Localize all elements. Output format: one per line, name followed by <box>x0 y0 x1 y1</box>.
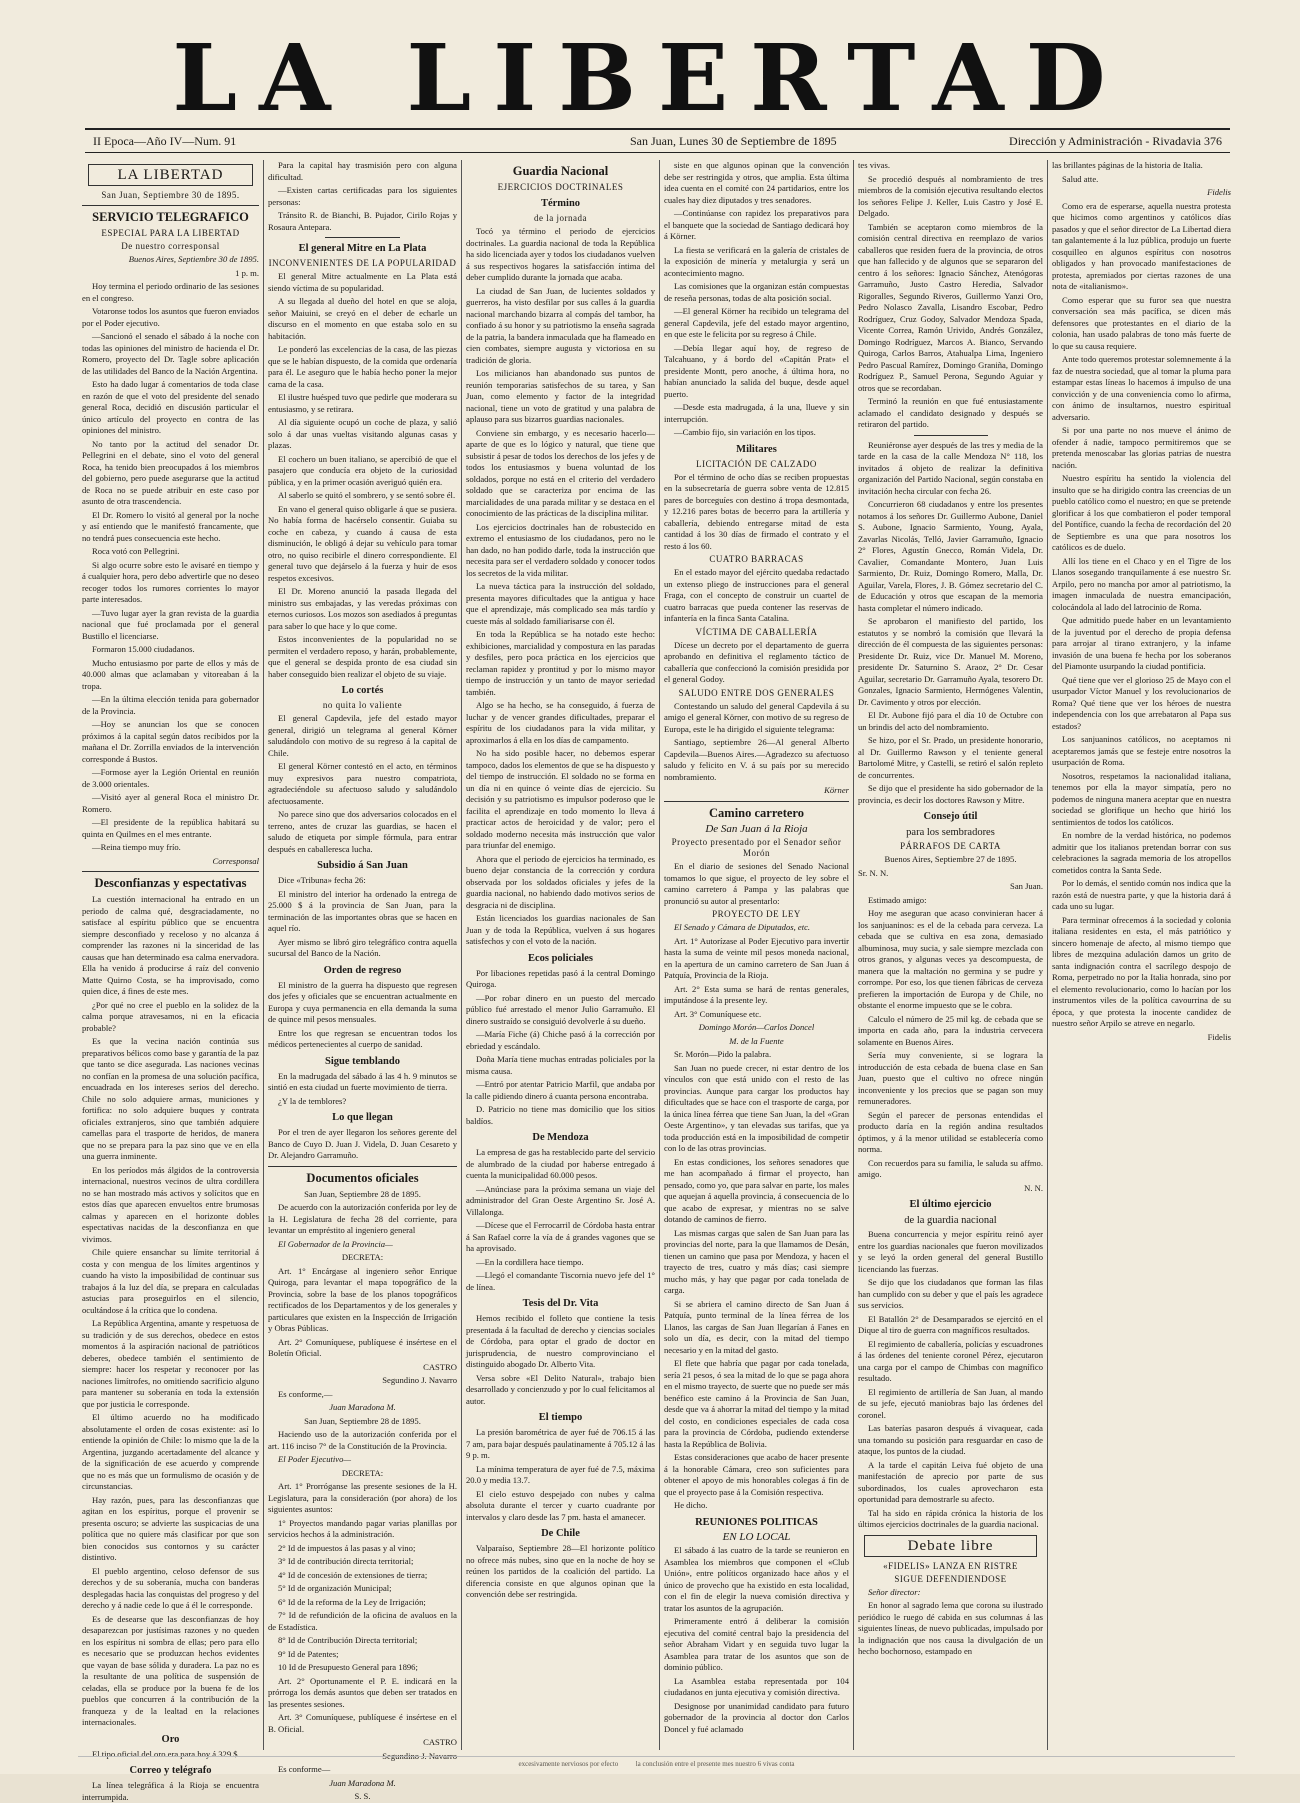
section-title-box: LA LIBERTAD <box>88 164 253 186</box>
paragraph: Es de desearse que las desconfianzas de hoy desaparezcan por justísimas razones y no queden en los espíritus ni sombra de ellas; pero para ello es necesario que se produzcan hechos evidentes que vayan de base sólida y duradera. La paz no es la resultante de una política de suspensión de celadas, ella se produce por la buena fe de los pueblos que concurren á la contribución de la franqueza y de la lealtad en la relaciones internacionales. <box>82 1613 259 1727</box>
paragraph: La presión barométrica de ayer fué de 706.15 á las 7 am, para bajar después paulatinamente á 705.12 á las 9 p. m. <box>466 1427 655 1460</box>
paragraph: Como esperar que su furor sea que nuestra conversación sea más pacífica, se dicen más defensores que protestantes en el diario de la colonia, han usado palabras de tono más fuerte de lo que su causa requiere. <box>1052 294 1231 351</box>
paragraph: —Desde esta madrugada, á la una, llueve y sin interrupción. <box>664 402 849 424</box>
paragraph: Es conforme— <box>278 1764 331 1774</box>
paragraph: Formaron 15.000 ciudadanos. <box>92 644 195 654</box>
paragraph: Estas consideraciones que acabo de hacer presente á la honorable Cámara, creo son suficientes para obtener el apoyo de mis honorables colegas á fin de que el proyecto pase á la Comisión respectiva. <box>664 1452 849 1497</box>
signature: CASTRO <box>423 1737 457 1747</box>
paragraph: Los ejercicios doctrinales han de robustecido en extremo el entusiasmo de los ciudadanos, pero no le han dado, no han podido darle, toda la instrucción que necesita para ser el verdadero soldado y conocer todos los secretos de la vida militar. <box>466 521 655 578</box>
footer-text-left: excesivamente nerviosos por efecto <box>518 1760 619 1768</box>
paragraph: El Dr. Moreno anunció la pasada llegada del ministro sus embajadas, y las veredas próximas con eternos curiosos. Los mozos son asediados á preguntas para saber lo que hace y lo que come. <box>268 586 457 631</box>
paragraph: Por lo demás, el sentido común nos indica que la razón está de nuestra parte, y que la historia dará á cada uno su lugar. <box>1052 878 1231 911</box>
paragraph: El regimiento de caballería, policías y escuadrones á las órdenes del teniente coronel Pérez, ejecutaron una carga por el campo de Chimbas con magnífico resultado. <box>858 1338 1043 1383</box>
paragraph: En honor al sagrado lema que corona su ilustrado periódico le ruego dé cabida en sus columnas á las siguientes líneas, de nuevo publicadas, impulsado por la indignación que nos causa la divulgación de un hecho bochornoso, estampado en <box>858 1600 1043 1656</box>
paragraph: Art. 3° Comuníquese, publíquese é insértese en el B. Oficial. <box>268 1712 457 1734</box>
paragraph: Tocó ya término el periodo de ejercicios doctrinales. La guardia nacional de toda la República ha sido licenciada ayer y todos los ciudadanos vuelven á sus respectivos hogares la satisfacción íntima del deber cumplido durante la jornada que acaba. <box>466 226 655 282</box>
paragraph: Reuniéronse ayer después de las tres y media de la tarde en la casa de la calle Mendoza N° 118, los invitados á objeto de realizar la definitiva organización del Partido Nacional, según constaba en invitación hecha circular con fecha 26. <box>858 439 1043 496</box>
paragraph: Señor director: <box>868 1586 921 1597</box>
publisher-address: Dirección y Administración - Rivadavia 376 <box>1009 134 1222 148</box>
paragraph: —Sancionó el senado el sábado á la noche con todas las opiniones del ministro de hacienda el Dr. Romero, proyecto del Dr. Tagle sobre aplicación de las utilidades del Banco de la Nación Argentina. <box>82 331 259 376</box>
paragraph: No parece sino que dos adversarios colocados en el terreno, antes de cruzar las guardias, se hacen el saludo de etiqueta por simple fórmula, para entrar después en caballeresca lucha. <box>268 809 457 854</box>
paragraph: Hoy termina el periodo ordinario de las sesiones en el congreso. <box>82 281 259 303</box>
paragraph: —Hoy se anuncian los que se conocen próximos á la capital según datos recibidos por la mañana el Dr. Zorrilla enviados de la intervención corresponde á Bustos. <box>82 719 259 764</box>
paragraph: En toda la República se ha notado este hecho: exhibiciones, marcialidad y compostura en las paradas y desfiles, pero poca práctica en los ejercicios que reclaman rapidez y prontitud y por lo mismo mayor tiempo de instrucción y un tanto de mayor seriedad también. <box>466 629 655 697</box>
paragraph: Que admitido puede haber en un levantamiento de la juventud por el derecho de propia defensa para arrojar al tirano extranjero, y la infame invasión de una buena fe hecha por los soberanos del Piamonte usurpando la ciudad pontificia. <box>1052 615 1231 671</box>
paragraph: Si algo ocurre sobre esto le avisaré en tiempo y á cualquier hora, pero debo advertirle que no deseo recoger todos los rumores corrientes lo mayor parte interesados. <box>82 559 259 604</box>
subhead: no quita lo valiente <box>322 700 403 710</box>
paragraph: Art. 1° Autorízase al Poder Ejecutivo para invertir hasta la suma de veinte mil pesos moneda nacional, en la apertura de un camino carretero de San Juan á Patquía, Provincia de la Rioja. <box>664 935 849 980</box>
paragraph: Sr. Morón—Pido la palabra. <box>674 1049 772 1059</box>
paragraph: —El general Körner ha recibido un telegrama del general Capdevila, jefe del estado mayor argentino, en que este le felicita por su regreso á Chile. <box>664 306 849 339</box>
paragraph: El Dr. Romero lo visitó al general por la noche y así entiendo que le manifestó francamente, que no tendrá pues consecuencia este hecho. <box>82 509 259 543</box>
paragraph: Hemos recibido el folleto que contiene la tesis presentada á la facultad de derecho y ciencias sociales de Córdoba, para optar el grado de doctor en jurisprudencia, de nuestro comprovinciano el distinguido abogado Dr. Alberto Vita. <box>466 1313 655 1369</box>
subhead: SIGUE DEFENDIENDOSE <box>894 1573 1007 1584</box>
paragraph: 7° Id de refundición de la oficina de avaluos en la de Estadística. <box>268 1610 457 1632</box>
paragraph: Art. 1° Prorróganse las presente sesiones de la H. Legislatura, para la consideración (por ahora) de los siguientes asuntos: <box>268 1481 457 1514</box>
paragraph: —Continúanse con rapidez los preparativos para el banquete que la sociedad de Santiago dedicará hoy á Körner. <box>664 208 849 241</box>
dateline-bar <box>85 128 1230 153</box>
paragraph: En los períodos más álgidos de la controversia internacional, nuestros vecinos de ultra cordillera no se han mostrado más activos y solícitos que en estos días que aparecen envueltos entre brumosas calmas y aparecen en el horizonte dobles espectativas nacidas de la desconfianza en que vivimos. <box>82 1164 259 1244</box>
paragraph: Se aprobaron el manifiesto del partido, los estatutos y se nombró la comisión que llevará la dirección de él compuesta de las siguientes personas: Presidente Dr. Ruiz, vice Dr. Manuel M. Moreno, presidente Dr. Saturnino S. Araoz, 2° Dr. Cesar Aguilar, secretario Dr. Garramuño Ayala, tesorero Dr. Gonzales, Ignacio Sarmiento, Hermógenes Valentin, Dr. Cavimento y otros por elección. <box>858 616 1043 707</box>
paragraph: Si se abriera el camino directo de San Juan á Patquía, punto terminal de la línea férrea de los Llanos, las cargas de San Juan llegarían á Fanes en solo un día, es decir, con la mitad del tiempo necesario y en la mitad del gasto. <box>664 1298 849 1355</box>
headline: Oro <box>161 1733 180 1745</box>
paragraph: —María Fiche (á) Chiche pasó á la corrección por ebriedad y escándalo. <box>466 1029 655 1051</box>
paragraph: Art. 2° Comuníquese, publíquese é insértese en el Boletín Oficial. <box>268 1336 457 1358</box>
paragraph: Para la capital hay trasmisión pero con alguna dificultad. <box>268 160 457 182</box>
paragraph: Las mismas cargas que salen de San Juan para las provincias del norte, para la que llamamos de Desán, tienen un camino que pasa por Mendoza, y hacen el trayecto de tres, cuatro y más días; casi siempre mucho más, y hay que pagar por cada tonelada de carga. <box>664 1227 849 1295</box>
paragraph: A la tarde el capitán Leiva fué objeto de una manifestación de aprecio por parte de sus subordinados, los cuales aprovecharon esta oportunidad para demostrarle su afecto. <box>858 1459 1043 1504</box>
divider <box>914 435 988 436</box>
paragraph: Al saberlo se quitó el sombrero, y se sentó sobre él. <box>278 490 456 500</box>
divider <box>664 801 849 802</box>
paragraph: Versa sobre «El Delito Natural», trabajo bien desarrollado y concienzudo y por lo cual felicitamos al autor. <box>466 1372 655 1406</box>
paragraph: Entre los que regresan se encuentran todos los médicos pertenecientes al cuerpo de sanidad. <box>268 1027 457 1049</box>
paragraph: El Dr. Aubone fijó para el día 10 de Octubre con un brindis del acto del nombramiento. <box>858 710 1043 732</box>
subhead: De San Juan á la Rioja <box>705 822 808 835</box>
subhead: de la jornada <box>534 213 587 223</box>
paragraph: El Batallón 2° de Desamparados se ejercitó en el Dique al tiro de guerra con magníficos resultados. <box>858 1313 1043 1335</box>
divider <box>82 205 259 206</box>
paragraph: siste en que algunos opinan que la convención debe ser restringida y otros, que amplia. Esta última idea cuenta en el comité con 24 partidarios, entre los cuales hay diez diputados y tres senadores. <box>664 160 849 205</box>
paragraph: El sábado á las cuatro de la tarde se reunieron en Asamblea los miembros que componen el «Club Unión», entre políticos organizado hace años y el único de provecho que ha existido en esta localidad, con el fin de elegir la nueva comisión directiva y tratar los asuntos de la agrupación. <box>664 1545 849 1613</box>
paragraph: 8° Id de Contribución Directa territorial; <box>278 1635 418 1645</box>
paragraph: Para terminar ofrecemos á la sociedad y colonia italiana residentes en esta, el más patriótico y sincero homenaje de afecto, al mismo tiempo que libres de mezquina adulación damos un grito de santa indignación contra el sacrílego despojo de Roma, perpetrado no por la Italia honrada, sino por el elemento revolucionario, como lo hacían por los instrumentos viles de la política cavourrina de su época, y que protesta la inocente candidez de nuestro señor Arpilo se atreve en negarlo. <box>1052 914 1231 1028</box>
paragraph: Le ponderó las excelencias de la casa, de las piezas que se le habían dispuesto, de la comida que ordenaría para él. Le aseguro que le había hecho poner la mejor cama de la casa. <box>268 344 457 389</box>
paragraph: San Juan, Septiembre 28 de 1895. <box>304 1415 421 1426</box>
paragraph: 10 Id de Presupuesto General para 1896; <box>278 1662 418 1672</box>
paragraph: —Cambio fijo, sin variación en los tipos. <box>674 427 816 437</box>
paragraph: Nuestro espíritu ha sentido la violencia del insulto que se ha dirigido contra las creencias de un pueblo católico como el nuestro; en que se pretende glorificar á los que combatieron el poder temporal del Pontífice, cuando la fecha de recordación del 20 de Septiembre es una que para nosotros los católicos es de duelo. <box>1052 473 1231 552</box>
paragraph: El cochero un buen italiano, se apercibió de que el pasajero que conducía era objeto de la curiosidad pública, y en la primer ocasión averiguó quién era. <box>268 453 457 487</box>
signature: M. de la Fuente <box>729 1035 784 1046</box>
paragraph: —Entró por atentar Patricio Marfil, que andaba por la calle pidiendo dinero á cuanta persona encontraba. <box>466 1079 655 1101</box>
paragraph: 6° Id de la reforma de la Ley de Irrigación; <box>278 1596 426 1607</box>
headline: Sigue temblando <box>325 1055 400 1067</box>
paragraph: Roca votó con Pellegrini. <box>92 546 180 556</box>
subhead: Proyecto presentado por el Senador señor Morón <box>671 837 842 858</box>
paragraph: El Senado y Cámara de Diputados, etc. <box>674 922 811 932</box>
subhead: «FIDELIS» LANZA EN RISTRE <box>883 1560 1018 1571</box>
paragraph: A su llegada al dueño del hotel en que se aloja, señor Maiuini, se creyó en el deber de echarle un discurso en el momento en que estaba solo en su habitación. <box>268 296 457 341</box>
headline: Correo y telégrafo <box>129 1765 212 1776</box>
paragraph: Los sanjuaninos católicos, no aceptamos ni aceptaremos jamás que se festeje entre nosotros la usurpación de Roma. <box>1052 734 1231 767</box>
column-1 <box>78 160 263 1802</box>
subhead: de la guardia nacional <box>904 1215 997 1226</box>
paragraph: No tanto por la actitud del senador Dr. Pellegrini en el debate, sino el voto del general Roca, ha tenido bien preocupados á los miembros del gobierno, pero puede asegurarse que la actitud de Roca no se puede atribuir en este caso por asunto de otra trascendencia. <box>82 438 259 506</box>
divider <box>325 237 401 238</box>
headline: Término <box>540 198 581 209</box>
paragraph: Por libaciones repetidas pasó á la central Domingo Quiroga. <box>466 967 655 989</box>
paragraph: Es que la vecina nación continúa sus preparativos bélicos como base y garantía de la paz que tanto se dice asegurada. Las naciones vecinas no confían en la promesa de una solución pacífica, encuadrada en los intereses serios del derecho. Chile no solo adquiere armas, municiones y fortifica: no solo adquiere buques y contrata oficiales extranjeros, sino que también adquiere camellas para el trasporte de heridos, de manera que no se prepara para la paz sino que ve en ella una guerra inminente. <box>82 1036 259 1161</box>
paragraph: En el diario de sesiones del Senado Nacional tomamos lo que sigue, el proyecto de ley sobre el camino carretero á Pampa y las palabras que pronunció su autor al presentarlo: <box>664 861 849 906</box>
paragraph: Si por una parte no nos mueve el ánimo de ofender á nadie, tampoco permitiremos que se pretenda menoscabar las glorias patrias de nuestra nación. <box>1052 425 1231 470</box>
paragraph: —Dícese que el Ferrocarril de Córdoba hasta entrar á San Rafael corre la vía de á grandes vagones que se ha aprovisado. <box>466 1220 655 1253</box>
column-4 <box>659 160 853 1750</box>
headline: Camino carretero <box>709 805 804 820</box>
paragraph: El general Mitre actualmente en La Plata está siendo víctima de su popularidad. <box>268 271 457 293</box>
paragraph: —Debía llegar aquí hoy, de regreso de Talcahuano, y á bordo del «Capitán Prat» el presidente Montt, pero anoche, á última hora, no habían anunciado la salida del buque, desde aquel puerto. <box>664 342 849 399</box>
paragraph: He dicho. <box>674 1500 708 1510</box>
subhead: para los sembradores <box>906 827 995 838</box>
paragraph: En el estado mayor del ejército quedaba redactado un extenso pliego de instrucciones para el general Fraga, con el concepto de construir un cuartel de cuatro barracas que pueda contener las reservas de infantería en la finca Santa Catalina. <box>664 567 849 623</box>
paragraph: Se hizo, por el Sr. Prado, un presidente honorario, al Dr. Guillermo Rawson y el teniente general Bartolomé Mitre, y Castelli, se retiró el salón repleto de concurrentes. <box>858 735 1043 780</box>
column-2 <box>263 160 461 1801</box>
issue-date: San Juan, Lunes 30 de Septiembre de 1895 <box>630 134 837 148</box>
headline: El último ejercicio <box>909 1199 992 1210</box>
column-5 <box>853 160 1047 1750</box>
paragraph: Art. 2° Esta suma se hará de rentas generales, imputándose á la presente ley. <box>664 983 849 1005</box>
paragraph: La nueva táctica para la instrucción del soldado, presenta mayores dificultades que la antigua y hace que el aprendizaje, más complicado sea más tardío y cueste más al soldado familiarisarse con él. <box>466 581 655 626</box>
paragraph: El general Körner contestó en el acto, en términos muy expresivos para nuestro compatriota, agradeciéndole su afectuoso saludo y saludándolo afectuosamente. <box>268 761 457 806</box>
paragraph: Algo se ha hecho, se ha conseguido, á fuerza de luchar y de vencer grandes dificultades, preparar el espíritu de los ciudadanos para la vida militar, y aproximarlos á ella en los días de campamento. <box>466 700 655 745</box>
paragraph: Votaronse todos los asuntos que fueron enviados por el Poder ejecutivo. <box>82 306 259 328</box>
paragraph: En nombre de la verdad histórica, no podemos admitir que los italianos pretendan borrar con sus celebraciones la sagrada memoria de los atropellos cometidos contra la Santa Sede. <box>1052 830 1231 875</box>
subhead: ESPECIAL PARA LA LIBERTAD <box>101 228 240 238</box>
paragraph: Buenos Aires, Septiembre 27 de 1895. <box>884 854 1017 864</box>
paragraph: Tal ha sido en rápida crónica la historia de los últimos ejercicios doctrinales de la guardia nacional. <box>858 1507 1043 1529</box>
paragraph: Ahora que el periodo de ejercicios ha terminado, es bueno dejar constancia de la corrección y cordura observada por los soldados oficiales y jefes de la guardia nacional, no habiendo dado motivos serios de desgracia ni de disciplina. <box>466 853 655 910</box>
paragraph: Hoy me aseguran que acaso convinieran hacer á los sanjuaninos: es el de la cebada para cerveza. La cebada que se cultiva en esa zona, demasiado albuminosa, muy sucia, y sale siempre mezclada con otros granos, y algunas veces ya descompuesta, de manera que la maltación no germina y se pudre y corrompe. Por eso, los que tienen fábricas de cerveza prefieren la importación de Europa y de Chile, no obstante el enorme impuesto que se le cobra. <box>858 908 1043 1010</box>
headline: Orden de regreso <box>323 964 402 976</box>
paragraph: San Juan. <box>1010 881 1043 891</box>
paragraph: Al día siguiente ocupó un coche de plaza, y salió solo á dar unas vueltas visitando algunas casas y plazas. <box>268 417 457 450</box>
paragraph: —Formose ayer la Legión Oriental en reunión de 3.000 orientales. <box>82 767 259 789</box>
decree-label: DECRETA: <box>341 1252 384 1262</box>
telegraph-hour: 1 p. m. <box>235 267 259 278</box>
paragraph: Contestando un saludo del general Capdevila á su amigo el general Körner, con motivo de su regreso de Europa, este le ha dirigido el siguiente telegrama: <box>664 700 849 734</box>
signature: Fidelis <box>1207 187 1231 197</box>
masthead <box>70 24 1230 132</box>
headline: Lo que llegan <box>332 1112 393 1123</box>
paragraph: —Existen cartas certificadas para los siguientes personas: <box>268 185 457 207</box>
masthead-title: LA LIBERTAD <box>172 24 1128 132</box>
paragraph: Las comisiones que la organizan están compuestas de reseña personas, todas de alta posición social. <box>664 281 849 303</box>
headline: Desconfianzas y espectativas <box>94 876 247 890</box>
paragraph: La fiesta se verificará en la galería de cristales de la exposición de minería y metalurgia y será un acontecimiento magno. <box>664 244 849 278</box>
paragraph: —Reina tiempo muy frío. <box>92 842 181 852</box>
paragraph: Nosotros, respetamos la nacionalidad italiana, tenemos por ella la mayor simpatía, pero no podemos de ninguna manera aceptar que en nuestra sociedad se glorifique un hecho que hirió los sentimientos de todos los católicos. <box>1052 770 1231 827</box>
paragraph: Sería muy conveniente, si se lograra la introducción de esta cebada de buena clase en San Juan, puesto que el cultivo no ofrece ningún inconveniente y los precios que se pagan son muy remuneradores. <box>858 1050 1043 1106</box>
paragraph: El cielo estuvo despejado con nubes y calma absoluta durante el tercer y cuarto cuadrante por intervalos y claro desde las 7 pm. hasta el amanecer. <box>466 1488 655 1522</box>
paragraph: Se procedió después al nombramiento de tres miembros de la comisión ejecutiva resultando electos los señores Felipe J. Keller, Luis Castro y José E. Delgado. <box>858 173 1043 218</box>
paragraph: Se dijo que el presidente ha sido gobernador de la provincia, es decir los doctores Rawson y Mitre. <box>858 783 1043 805</box>
headline: De Chile <box>541 1528 580 1539</box>
signature: Domingo Morón—Carlos Doncel <box>698 1022 815 1032</box>
headline: Lo cortés <box>341 685 384 696</box>
signature: S. S. <box>354 1791 371 1801</box>
paragraph: Valparaíso, Septiembre 28—El horizonte político no ofrece más nubes, sino que en la noche de hoy se reúnen los partidos de la coalición del partido. La diferencia consiste en que algunos opinan que la convención debe ser restringida. <box>466 1543 655 1599</box>
paragraph: El ministro de la guerra ha dispuesto que regresen dos jefes y oficiales que se encuentran actualmente en Europa y cuya permanencia en ella demanda la suma de quince mil pesos mensuales. <box>268 979 457 1024</box>
paragraph: El regimiento de artillería de San Juan, al mando de su jefe, ejecutó maniobras bajo las órdenes del coronel. <box>858 1386 1043 1420</box>
paragraph: 4° Id de concesión de extensiones de tierra; <box>278 1569 428 1580</box>
paragraph: Como era de esperarse, aquella nuestra protesta que hicimos como argentinos y católicos días pasados y que el señor director de La Libertad diera tan galantemente á la luz pública, produjo un fuerte cosquilleo en algunos espíritus con nosotros obligados y han provocado manifestaciones de protesta, apremiados por ciertas razones de una nota de «italianismo». <box>1052 200 1231 291</box>
paragraph: El último acuerdo no ha modificado absolutamente el orden de cosas existente: así lo entiende la opinión de Chile: lo mismo que la de la Argentina, juzgando acertadamente del alcance y de la significación de ese acuerdo y comprende que no es más que un formulismo de ocasión y de circunstancias. <box>82 1412 259 1491</box>
paragraph: Es conforme,— <box>278 1388 333 1399</box>
paragraph: ¿Por qué no cree el pueblo en la solidez de la calma porque atravesamos, ni en la eficacia probable? <box>82 999 259 1033</box>
paragraph: Por el término de ocho días se reciben propuestas en la subsecretaría de guerra sobre venta de 12.815 pares de borceguíes con destino á tropa desmontada, y 12.216 pares botas de becerro para la artillería y caballería, debiendo entregarse mitad de esta cantidad á los 30 días de firmado el contrato y el resto á los 60. <box>664 471 849 551</box>
paragraph: D. Patricio no tiene mas domicilio que los sitios baldíos. <box>466 1104 655 1126</box>
paragraph: tes vivas. <box>858 160 890 170</box>
subhead: De nuestro corresponsal <box>121 241 220 251</box>
signature: Juan Maradona M. <box>329 1777 396 1788</box>
paragraph: 1° Proyectos mandando pagar varias planillas por servicios hechos á la administración. <box>268 1517 457 1539</box>
paragraph: El pueblo argentino, celoso defensor de sus derechos y de su soberanía, mucha con banderas desplegadas hacia las conquistas del progreso y del derecho y á nadie cede lo que á él le corresponde. <box>82 1565 259 1610</box>
paragraph: Art. 2° Oportunamente el P. E. indicará en la prórroga los demás asuntos que deben ser tratados en las presentes sesiones. <box>268 1675 457 1709</box>
paragraph: La empresa de gas ha restablecido parte del servicio de alumbrado de la ciudad por haberse entregado á cuenta la municipalidad 60.000 pesos. <box>466 1147 655 1180</box>
paragraph: La línea telegráfica á la Rioja se encuentra interrumpida. <box>82 1780 259 1802</box>
paragraph: Haciendo uso de la autorización conferida por el art. 116 inciso 7° de la Constitución de la Provincia. <box>268 1429 457 1451</box>
signature: Juan Maradona M. <box>329 1402 396 1412</box>
paragraph: —Por robar dinero en un puesto del mercado público fué arrestado el menor Julio Garramuño. El dinero sustraído se consiguió devolverle á su dueño. <box>466 992 655 1026</box>
paragraph: Esto ha dado lugar á comentarios de toda clase en razón de que el voto del presidente del senado general Roca, decidió en discusión particular el único artículo del proyecto en contra de las opiniones del ministro. <box>82 379 259 435</box>
paragraph: San Juan no puede crecer, ni estar dentro de los vínculos con que está unido con el resto de las provincias. Aunque para cargar los productos hay dificultades que se hace con el trasporte de carga, por la única línea férrea que tiene San Juan, la del «Gran Oeste Argentino», y tan elevadas sus tarifas, que ya toda producción está en la imposibilidad de competir con lo de las otras provincias. <box>664 1062 849 1153</box>
subhead: EN LO LOCAL <box>722 1530 791 1543</box>
signature: Segundino J. Navarro <box>382 1750 457 1761</box>
paragraph: Chile quiere ensanchar su límite territorial á costa y con mengua de los límites argentinos y cuando ha visto la imposibilidad de continuar sus trabajos á la luz del día, se prepara en calculadas astucias para proseguirlos en el silencio, ocultándose á la crítica que lo condena. <box>82 1247 259 1315</box>
paragraph: En vano el general quiso obligarle á que se pusiera. No había forma de hacérselo consentir. Guiaba su coche en cabeza, y cuando á causa de esta disminución, le obligó á dejar su vehículo para tomar otro, no quiso recibirle el dinero correspondiente. El general tuvo que dejárselo á la fuerza y huir de esos respetos excesivos. <box>268 503 457 583</box>
paragraph: De acuerdo con la autorización conferida por ley de la H. Legislatura de fecha 28 del corriente, para levantar un empréstito al ingeniero general <box>268 1202 457 1235</box>
headline: Militares <box>736 443 777 455</box>
paragraph: Buena concurrencia y mejor espíritu reinó ayer entre los guardias nacionales que fueron movilizados y se leyó la orden general del general Bustillo licenciando las fuerzas. <box>858 1229 1043 1274</box>
paragraph: El Poder Ejecutivo— <box>278 1454 352 1464</box>
paragraph: Terminó la reunión en que fué entusiastamente aclamado el candidato designado y después se retiraron del partido. <box>858 396 1043 429</box>
paragraph: Con recuerdos para su familia, le saluda su affmo. amigo. <box>858 1157 1043 1179</box>
headline: Subsidio á San Juan <box>317 860 408 871</box>
section-title-box: Debate libre <box>864 1535 1037 1557</box>
headline: El general Mitre en La Plata <box>298 243 427 254</box>
paragraph: Están licenciados los guardias nacionales de San Juan y de toda la República, vuelven á sus hogares satisfechos y con el voto de la nación. <box>466 913 655 946</box>
paragraph: La República Argentina, amante y respetuosa de su tradición y de sus derechos, obedece en estos momentos á la aspiración nacional de patrióticos deberes, obedece también el sentimiento de siempre: hacer los respetar y reconocer por las naciones limítrofes, no omitiendo sacrificio alguno para mantener su soberanía en toda la extensión que por justicia le corresponde. <box>82 1318 259 1409</box>
paragraph: En la madrugada del sábado á las 4 h. 9 minutos se sintió en esta ciudad un fuerte movimiento de tierra. <box>268 1070 457 1092</box>
headline-telegraph: SERVICIO TELEGRAFICO <box>92 210 249 224</box>
paragraph: Allí los tiene en el Chaco y en el Tigre de los Llanos sosegando tranquilamente á ese nuestro Sr. Arpilo, pero no mancha por amor al patriotismo, la imagen inmaculada de nuestra emancipación, colocándola al lado del latrocinio de Roma. <box>1052 555 1231 612</box>
local-dateline: San Juan, Septiembre 30 de 1895. <box>101 190 240 200</box>
headline: El tiempo <box>538 1412 583 1423</box>
paragraph: Dice «Tribuna» fecha 26: <box>278 875 366 885</box>
paragraph: Sr. N. N. <box>858 867 889 878</box>
signature: CASTRO <box>423 1361 457 1372</box>
subhead: SALUDO ENTRE DOS GENERALES <box>678 687 835 698</box>
signature: Segundino J. Navarro <box>382 1375 457 1385</box>
headline: Documentos oficiales <box>306 1170 419 1185</box>
paragraph: 5° Id de organización Municipal; <box>278 1583 392 1593</box>
paragraph: Estos inconvenientes de la popularidad no se permiten el verdadero reposo, y harán, probablemente, que el general se despida pronto de esa ciudad sin haber conseguido bien realizar el objeto de su viaje. <box>268 634 457 679</box>
paragraph: —Anúnciase para la próxima semana un viaje del administrador del Gran Oeste Argentino Sr. José A. Villalonga. <box>466 1183 655 1217</box>
decree-label: DECRETA: <box>341 1467 384 1478</box>
paragraph: —Visitó ayer al general Roca el ministro Dr. Romero. <box>82 792 259 814</box>
paragraph: ¿Y la de temblores? <box>278 1095 347 1106</box>
footer-text-center: la conclusión entre el presente mes nuestro 6 vivas conta <box>635 1760 795 1768</box>
subhead: INCONVENIENTES DE LA POPULARIDAD <box>268 258 457 268</box>
paragraph: Art. 1° Encárgase al ingeniero señor Enrique Quiroga, para levantar el mapa topográfico de la Provincia, sobre la base de los planos topográficos rectificados de los Departamentos y de los generales y particulares que existen en la Inspección de Irrigación y Obras Públicas. <box>268 1265 457 1333</box>
paragraph: Se dijo que los ciudadanos que forman las filas han cumplido con su deber y que el país les agradece sus servicios. <box>858 1277 1043 1310</box>
paragraph: Conviene sin embargo, y es necesario hacerlo—aparte de que es lo lógico y natural, que tiene que subsistir á pesar de todos los derechos de los jefes y de todos los entusiasmos y buena voluntad de los soldados, porque no está en el criterio del verdadero soldado que se caracteriza por encima de las marcialidades de una parada militar y se destaca en el conocimiento de las prácticas de la disciplina militar. <box>466 427 655 518</box>
paragraph: Las baterías pasaron después á vivaquear, cada una tomando su posición para resguardar en caso de ataque, los puntos de la ciudad. <box>858 1423 1043 1456</box>
paragraph: Santiago, septiembre 26—Al general Alberto Capdevila—Buenos Aires.—Agradezco su afectuoso saludo y felicito en V. á su país por su merecido nombramiento. <box>664 737 849 782</box>
divider <box>268 1166 457 1167</box>
column-6 <box>1047 160 1235 1750</box>
headline: Guardia Nacional <box>512 164 609 178</box>
paragraph: —Llegó el comandante Tiscornia nuevo jefe del 1° de línea. <box>466 1270 655 1292</box>
paragraph: La Asamblea estaba representada por 104 ciudadanos en junta ejecutiva y comisión directiva. <box>664 1675 849 1697</box>
signature: Fidelis <box>1207 1031 1231 1042</box>
paragraph: Doña María tiene muchas entradas policiales por la misma causa. <box>466 1054 655 1076</box>
signature: N. N. <box>1024 1182 1043 1193</box>
subhead: EJERCICIOS DOCTRINALES <box>497 182 624 192</box>
paragraph: En estas condiciones, los señores senadores que me han acompañado á firmar el proyecto, han pensado, como yo, que para salvar en parte, los males que aquejan á aquella provincia, á consecuencia de lo que acabo de expresar, y mientras no se salve dotando de caminos de fierro. <box>664 1156 849 1224</box>
subhead: VÍCTIMA DE CABALLERÍA <box>695 626 818 637</box>
paragraph: También se aceptaron como miembros de la comisión central directiva en reemplazo de varios caballeros que residen fuera de la provincia, de otros que han fallecido y de algunos que se separaron del centro á los señores: Ignacio Sánchez, Atenógoras Garramuño, Justo Castro Heredia, Salvador Rigoralles, Segundo Riveros, Guillermo Yanzi Oro, Pedro Nolasco Zavalla, Lisandro Escobar, Pedro Rodríguez, Cruz Godoy, Salvador Mendoza Spada, Vicente Correa, Ramón Urivido, Andrés González, Domingo Rodríguez, Marcos A. Bianco, Servando Quiroga, Carlos Barros, Atahualpa Lima, Ingeniero Pedro Pascual Ramírez, Domingo Graniña, Domingo Rodríguez P., Samuel Perona, Segundo Aguiar y otros que se recordaban. <box>858 221 1043 393</box>
telegraph-dateline: Buenos Aires, Septiembre 30 de 1895. <box>128 254 259 264</box>
paragraph: Dícese un decreto por el departamento de guerra aprobando en definitiva el reglamento táctico de caballería que confeccionó la comisión presidida por el general Godoy. <box>664 639 849 684</box>
headline: De Mendoza <box>532 1132 589 1143</box>
paragraph: Ayer mismo se libró giro telegráfico contra aquella sucursal del Banco de la Nación. <box>268 936 457 958</box>
headline: Ecos policiales <box>527 952 594 964</box>
paragraph: La ciudad de San Juan, de lucientes soldados y guerreros, ha visto desfilar por sus calles á la guardia nacional marchando bizarra al compás del tambor, ha confiado á su honor y su patriotismo la enseña sagrada de la patria, la bandera inmaculada que ha flameado en cien combates, siempre augusta y victoriosa en su tradición de gloria. <box>466 285 655 365</box>
paragraph: El general Capdevila, jefe del estado mayor general, dirigió un telegrama al general Körner saludándolo con motivo de su regreso á la capital de Chile. <box>268 713 457 758</box>
paragraph: Tránsito R. de Bianchi, B. Pujador, Cirilo Rojas y Rosaura Antepara. <box>268 210 457 232</box>
headline: Tesis del Dr. Vita <box>522 1298 599 1309</box>
paragraph: La cuestión internacional ha entrado en un periodo de calma qué, desgraciadamente, no satisface al espíritu público que se encuentra siempre desconfiado y receloso y no alcanza á comprender las razones ni la sinceridad de las causas que han determinado esa calma enervadora. Ella ha venido á producirse á raíz del convenio Matte Quirno Costa, se ha improvisado, como quien dice, á fines de este mes. <box>82 894 259 996</box>
paragraph: Según el parecer de personas entendidas el producto daría en la región andina resultados óptimos, y á la menor utilidad se establecería como norma. <box>858 1109 1043 1154</box>
paragraph: —Tuvo lugar ayer la gran revista de la guardia nacional que fué proclamada por el general Bustillo el licenciarse. <box>82 607 259 641</box>
paragraph: —En la última elección tenida para gobernador de la Provincia. <box>82 694 259 716</box>
paragraph: Art. 3° Comuníquese etc. <box>674 1008 762 1019</box>
paragraph: 2° Id de impuestos á las pasas y al vino; <box>278 1542 416 1553</box>
headline: REUNIONES POLITICAS <box>695 1516 818 1528</box>
paragraph: La mínima temperatura de ayer fué de 7.5, máxima 20.0 y media 13.7. <box>466 1463 655 1485</box>
paragraph: Designose por unanimidad candidato para futuro gobernador de la provincia al doctor don Carlos Doncel y fué aclamado <box>664 1700 849 1734</box>
paragraph: No ha sido posible hacer, no debemos esperar tampoco, dados los elementos de que se ha dispuesto y del tiempo de instrucción. El soldado no se forma en un día ni en quince ó veinte días de ejercicio. Su decisión y su patriotismo es impulsor poderoso que le facilita el aprendizaje en todo momento lo lleva á practicar actos de heroicidad y de valor; pero el soldado moderno necesita más instrucción que valor para triunfar del enemigo. <box>466 748 655 850</box>
paragraph: Hay razón, pues, para las desconfianzas que agitan en los espíritus, porque el provenir se presenta oscuro; se advierte las suspicacias de una política que no quiere más clasificar por que son bien conocidos sus contornos y su carácter distintivo. <box>82 1494 259 1562</box>
signature: Körner <box>824 785 849 795</box>
subhead: CUATRO BARRACAS <box>709 554 804 564</box>
paragraph: Por el tren de ayer llegaron los señores gerente del Banco de Cuyo D. Juan J. Videla, D. Juan Cesareto y Dr. Alejandro Garramuño. <box>268 1127 457 1160</box>
signature: Corresponsal <box>212 855 259 866</box>
paragraph: Mucho entusiasmo por parte de ellos y más de 40.000 almas que aclamaban y vitoreaban á la tropa. <box>82 657 259 691</box>
paragraph: El flete que habría que pagar por cada tonelada, sería 21 pesos, ó sea la mitad de lo que se paga ahora en el mismo trayecto, de suerte que no puede ser más benéfico este camino á la Provincia de San Juan, desde que va á ahorrar la mitad del tiempo y la mitad del costo, en condiciones especiales de cada cosa para la provincia de Córdoba, pudiendo extenderse hasta la República de Bolivia. <box>664 1358 849 1449</box>
paragraph: Primeramente entró á deliberar la comisión ejecutiva del comité central bajo la presidencia del señor Abraham Vidart y en seguida tuvo lugar la Asamblea para tratar de los asuntos que son de dominio público. <box>664 1616 849 1672</box>
paragraph: las brillantes páginas de la historia de Italia. <box>1052 160 1203 170</box>
paragraph: 9° Id de Patentes; <box>278 1648 339 1659</box>
paragraph: El ministro del interior ha ordenado la entrega de 25.000 $ á la provincia de San Juan, para la terminación de las importantes obras que se hacen en aquel río. <box>268 888 457 933</box>
subhead: PROYECTO DE LEY <box>712 909 801 919</box>
column-3 <box>461 160 659 1750</box>
paragraph: El Gobernador de la Provincia— <box>278 1238 393 1249</box>
paragraph: El ilustre huésped tuvo que pedirle que moderara su entusiasmo, y se retirara. <box>268 392 457 414</box>
paragraph: Los milicianos han abandonado sus puntos de reunión temporarias satisfechos de su tarea, y San Juan, como elemento y factor de la integridad nacional, tiene un voto de gratitud y una palabra de aplauso para sus bizarros guardias nacionales. <box>466 368 655 424</box>
paragraph: Qué tiene que ver el glorioso 25 de Mayo con el usurpador Víctor Manuel y los revolucionarios de Roma? Qué tiene que ver los héroes de nuestra independencia con los que arrebataron al Papa sus estados? <box>1052 674 1231 731</box>
bottom-strip <box>78 1756 1235 1771</box>
paragraph: 3° Id de contribución directa territorial; <box>278 1556 414 1566</box>
paragraph: Estimado amigo: <box>868 894 927 905</box>
divider <box>82 871 259 872</box>
paragraph: Salud atte. <box>1062 173 1099 184</box>
subhead: PÁRRAFOS DE CARTA <box>900 841 1001 851</box>
paragraph: —El presidente de la república habitará su quinta en Quilmes en el mes entrante. <box>82 817 259 839</box>
paragraph: Calculo el número de 25 mil kg. de cebada que se importa en cada año, para la industria cervecera solamente en Buenos Aires. <box>858 1013 1043 1047</box>
paragraph: Concurrieron 68 ciudadanos y entre los presentes notamos á los señores Dr. Guillermo Aubone, Daniel S. Aubone, Ignacio Sarmiento, Young, Ayala, Zavarlas Nicolás, Telló, Javier Garramuño, Ignacio 2° Flores, Agustín Gnecco, Román Videla, Dr. Cavalier, Comandante Montero, Juan Luis Sarmiento, Dr. Ruiz, Domingo Romero, Malla, Dr. Aguilar, Varela, Flores, J. B. Gómez secretario del C. de Educación y otros que escapan de la memoria hasta completar el número indicado. <box>858 499 1043 613</box>
headline: Consejo útil <box>923 811 978 822</box>
subhead: LICITACIÓN DE CALZADO <box>696 458 817 469</box>
paragraph: El tipo oficial del oro era para hoy á 329 $. <box>92 1748 240 1759</box>
issue-number: II Epoca—Año IV—Num. 91 <box>93 134 237 148</box>
paragraph: Ante todo queremos protestar solemnemente á la faz de nuestra sociedad, que al tomar la pluma para estampar estas líneas lo hacemos á impulso de una convicción y de una conveniencia como lo afirma, con ánimo de insultarnos, nuestro espiritual adversario. <box>1052 354 1231 422</box>
paragraph: —En la cordillera hace tiempo. <box>476 1256 584 1267</box>
paragraph: San Juan, Septiembre 28 de 1895. <box>304 1188 421 1199</box>
